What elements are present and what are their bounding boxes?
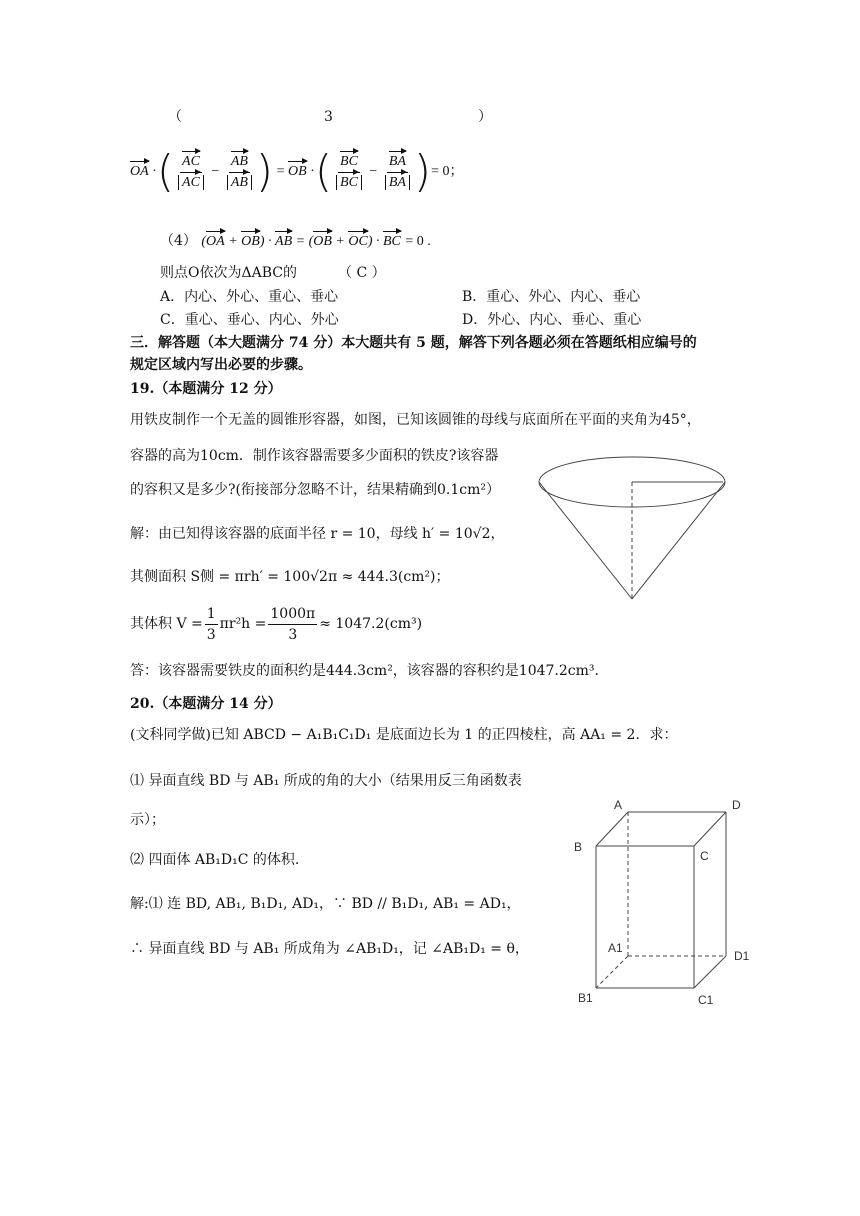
p20-line1: (文科同学做)已知 ABCD − A₁B₁C₁D₁ 是底面边长为 1 的正四棱柱，高 AA₁ = 2．求： bbox=[130, 727, 678, 743]
vertex-label-A1: A1 bbox=[608, 941, 623, 955]
p20-title: 20.（本题满分 14 分） bbox=[130, 696, 282, 712]
prism-edge-DC bbox=[694, 812, 726, 846]
question-prompt: 则点O依次为ΔABC的 bbox=[160, 265, 297, 281]
p20-q2: ⑵ 四面体 AB₁D₁C 的体积. bbox=[130, 852, 300, 868]
item3-paren-close: ） bbox=[478, 109, 492, 125]
p19-sol2: 其侧面积 S侧 = πrh′ = 100√2π ≈ 444.3(cm²)； bbox=[130, 569, 450, 585]
item4-label: （4） bbox=[160, 233, 197, 249]
p20-sol2: ∴ 异面直线 BD 与 AB₁ 所成角为 ∠AB₁D₁，记 ∠AB₁D₁ = θ， bbox=[130, 941, 529, 957]
question-answer: （ C ） bbox=[338, 265, 386, 281]
p19-sol1: 解：由已知得该容器的底面半径 r = 10，母线 h′ = 10√2， bbox=[130, 526, 505, 542]
item3-equals-zero: = 0； bbox=[431, 164, 464, 179]
p20-q1a: ⑴ 异面直线 BD 与 AB₁ 所成的角的大小（结果用反三角函数表 bbox=[130, 773, 522, 789]
p19-line1: 用铁皮制作一个无盖的圆锥形容器，如图，已知该圆锥的母线与底面所在平面的夹角为45°， bbox=[130, 412, 701, 428]
section3-heading-line2: 规定区域内写出必要的步骤。 bbox=[130, 357, 312, 373]
p19-sol3-mid: πr²h = bbox=[219, 616, 267, 632]
p19-frac1-den: 3 bbox=[206, 626, 216, 643]
vertex-label-A: A bbox=[614, 798, 623, 812]
cone-left-slant bbox=[539, 482, 632, 599]
p19-frac2-num: 1000π bbox=[268, 605, 317, 625]
p20-sol1: 解:⑴ 连 BD, AB₁, B₁D₁, AD₁，∵ BD // B₁D₁, AB₁ = AD₁， bbox=[130, 896, 521, 912]
vertex-label-D: D bbox=[732, 798, 741, 812]
p19-sol3-suffix: ≈ 1047.2(cm³) bbox=[319, 616, 423, 632]
vertex-label-B1: B1 bbox=[578, 991, 593, 1005]
vertex-label-D1: D1 bbox=[734, 949, 750, 963]
cone-right-slant bbox=[632, 482, 725, 599]
p19-frac1-num: 1 bbox=[205, 605, 218, 625]
p19-answer: 答：该容器需要铁皮的面积约是444.3cm²，该容器的容积约是1047.2cm³． bbox=[130, 663, 609, 679]
p19-line3: 的容积又是多少?(衔接部分忽略不计，结果精确到0.1cm²） bbox=[130, 482, 500, 498]
p19-sol3-prefix: 其体积 V = bbox=[130, 616, 203, 632]
item3-equation: OA · ( $\frac{AC}{AC}$ − $\frac{AB}{AB}$ ) = OB · ( $\frac{BC}{BC}$ − $\frac{BA}{BA}$ ) = 0； bbox=[130, 146, 464, 197]
prism-edge-AB bbox=[596, 812, 628, 846]
prism-edge-D1C1 bbox=[694, 956, 726, 988]
p19-sol3 bbox=[130, 604, 422, 644]
p19-title: 19.（本题满分 12 分） bbox=[130, 381, 282, 397]
p19-line2: 容器的高为10cm．制作该容器需要多少面积的铁皮?该容器 bbox=[130, 448, 499, 464]
option-a: A．内心、外心、重心、垂心 bbox=[160, 289, 339, 305]
p20-q1b: 示）； bbox=[130, 812, 165, 828]
item4-equals-zero: = 0 . bbox=[405, 234, 431, 249]
cone-diagram bbox=[530, 454, 740, 606]
item3-number: 3 bbox=[324, 109, 333, 125]
section3-heading-line1: 三．解答题（本大题满分 74 分）本大题共有 5 题，解答下列各题必须在答题纸相应编号的 bbox=[130, 335, 697, 351]
vertex-label-C: C bbox=[700, 849, 709, 863]
vertex-label-C1: C1 bbox=[698, 993, 714, 1007]
prism-edge-A1B1-hidden bbox=[596, 956, 628, 988]
p19-frac2-den: 3 bbox=[288, 626, 298, 643]
option-b: B．重心、外心、内心、垂心 bbox=[462, 289, 641, 305]
vertex-label-B: B bbox=[574, 840, 583, 854]
prism-diagram bbox=[566, 794, 756, 1012]
option-d: D．外心、内心、垂心、重心 bbox=[462, 312, 642, 328]
item3-paren-open: （ bbox=[168, 109, 182, 125]
option-c: C．重心、垂心、内心、外心 bbox=[160, 312, 339, 328]
item4-equation: （4） (OA + OB) · AB = (OB + OC) · BC = 0 . bbox=[160, 233, 431, 249]
